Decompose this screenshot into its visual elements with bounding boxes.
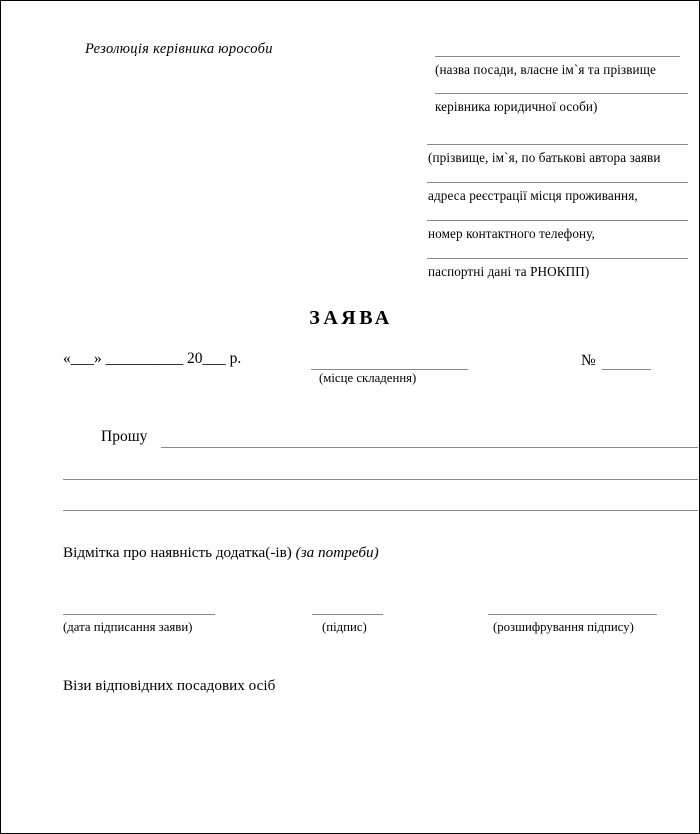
signature-caption-decoding: (розшифрування підпису) xyxy=(493,620,634,634)
request-rule-3 xyxy=(63,510,698,511)
addressee-rule-6 xyxy=(427,258,688,259)
request-rule-2 xyxy=(63,479,698,480)
page-title: ЗАЯВА xyxy=(309,307,393,329)
addressee-rule-5 xyxy=(427,220,688,221)
document-number-label: № xyxy=(581,352,596,369)
addressee-rule-2 xyxy=(435,93,688,94)
addressee-rule-4 xyxy=(427,182,688,183)
addressee-caption-4: адреса реєстрації місця проживання, xyxy=(428,188,638,203)
signature-rule-sign xyxy=(312,614,383,615)
request-rule-1 xyxy=(161,447,698,448)
signature-rule-decoding xyxy=(488,614,657,615)
addressee-caption-6: паспортні дані та РНОКПП) xyxy=(428,264,590,279)
date-line: «___» __________ 20___ р. xyxy=(63,350,242,367)
addressee-rule-1 xyxy=(435,56,680,57)
signature-caption-sign: (підпис) xyxy=(322,620,367,634)
addressee-caption-1: (назва посади, власне ім`я та прізвище xyxy=(435,62,656,77)
place-rule xyxy=(311,369,468,370)
place-caption: (місце складення) xyxy=(319,371,417,385)
signature-caption-date: (дата підписання заяви) xyxy=(63,620,193,634)
appendix-note-italic: (за потреби) xyxy=(295,544,379,561)
signature-rule-date xyxy=(63,614,215,615)
visas-label: Візи відповідних посадових осіб xyxy=(63,677,276,694)
request-label: Прошу xyxy=(101,428,148,445)
addressee-rule-3 xyxy=(427,144,688,145)
resolution-note: Резолюція керівника юрособи xyxy=(85,41,273,57)
addressee-caption-5: номер контактного телефону, xyxy=(428,226,595,241)
appendix-note-main: Відмітка про наявність додатка(-ів) xyxy=(63,544,292,561)
addressee-caption-3: (прізвище, ім`я, по батькові автора заяви xyxy=(428,150,661,165)
document-number-rule xyxy=(602,369,651,370)
addressee-caption-2: керівника юридичної особи) xyxy=(435,99,598,114)
appendix-note xyxy=(63,544,379,562)
